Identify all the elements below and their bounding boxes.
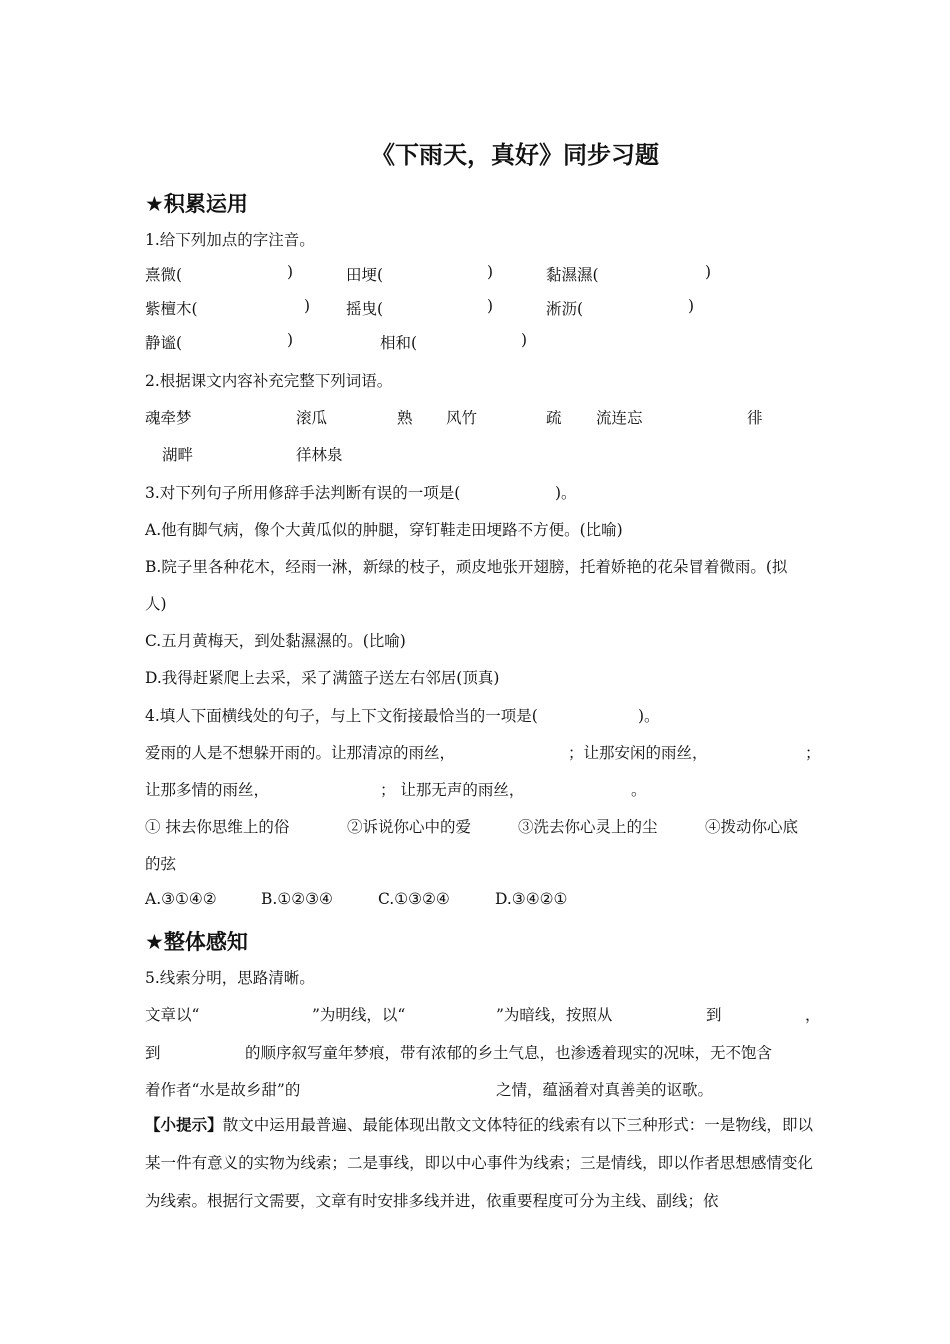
q2-word: 流连忘: [596, 409, 643, 427]
q4-passage: 爱雨的人是不想躲开雨的。让那清凉的雨丝，: [145, 744, 456, 762]
page-title: 《下雨天，真好》同步习题: [371, 141, 659, 169]
q3-option-b-cont: 人): [145, 595, 167, 613]
question-3-prompt: 3.对下列句子所用修辞手法判断有误的一项是(: [145, 484, 461, 502]
question-4-prompt: 4.填人下面横线处的句子，与上下文衔接最恰当的一项是(: [145, 707, 538, 725]
question-4-prompt-end: )。: [638, 707, 660, 725]
section-heading-overall: ★整体感知: [145, 930, 248, 954]
q2-word: 湖畔: [162, 446, 194, 464]
q5-text: ”为暗线，按照从: [496, 1006, 613, 1024]
q3-option-d: D.我得赶紧爬上去采，采了满篮子送左右邻居(顶真): [145, 669, 500, 687]
q5-text: 到: [145, 1044, 161, 1062]
q3-option-c: C.五月黄梅天，到处黏濕濕的。(比喻): [145, 632, 406, 650]
q4-passage: ；让那安闲的雨丝，: [568, 744, 708, 762]
q1-item: 熹微(: [145, 266, 183, 284]
q1-bracket: ): [304, 297, 311, 315]
q1-bracket: ): [487, 263, 494, 281]
q4-choice: ① 抹去你思维上的俗: [145, 818, 290, 836]
question-1-prompt: 1.给下列加点的字注音。: [145, 231, 315, 249]
question-5-prompt: 5.线索分明，思路清晰。: [145, 969, 315, 987]
q5-text: 着作者“水是故乡甜”的: [145, 1081, 301, 1099]
question-3-prompt-end: )。: [555, 484, 577, 502]
q5-text: 的顺序叙写童年梦痕，带有浓郁的乡土气息，也渗透着现实的况味，无不饱含: [245, 1044, 773, 1062]
q4-answer-c: C.①③②④: [378, 890, 450, 908]
q2-word: 徉林泉: [296, 446, 343, 464]
q1-item: 田埂(: [346, 266, 384, 284]
q5-text: 到: [706, 1006, 722, 1024]
q1-bracket: ): [705, 263, 712, 281]
q2-word: 风竹: [446, 409, 478, 427]
q2-word: 滚瓜: [296, 409, 328, 427]
q2-word: 疏: [546, 409, 562, 427]
q4-choice: ②诉说你心中的爱: [347, 818, 472, 836]
q1-item: 黏濕濕(: [546, 266, 599, 284]
q4-answer-a: A.③①④②: [145, 890, 217, 908]
q5-text: ”为明线，以“: [312, 1006, 406, 1024]
q5-text: 之情，蕴涵着对真善美的讴歌。: [496, 1081, 714, 1099]
q5-text: 文章以“: [145, 1006, 200, 1024]
q4-answer-d: D.③④②①: [495, 890, 568, 908]
q4-choice-cont: 的弦: [145, 855, 177, 873]
q4-passage: 让那多情的雨丝，: [145, 781, 270, 799]
q1-bracket: ): [287, 263, 294, 281]
question-2-prompt: 2.根据课文内容补充完整下列词语。: [145, 372, 393, 390]
q4-passage: ； 让那无声的雨丝，: [380, 781, 525, 799]
q1-bracket: ): [688, 297, 695, 315]
q2-word: 熟: [397, 409, 413, 427]
q4-choice: ④拨动你心底: [705, 818, 799, 836]
q2-word: 魂牵梦: [145, 409, 192, 427]
tip-label: 【小提示】: [145, 1115, 223, 1134]
q4-answer-b: B.①②③④: [261, 890, 333, 908]
q1-item: 静谧(: [145, 334, 183, 352]
q5-text: ，: [805, 1006, 821, 1024]
tip-paragraph: [145, 1106, 813, 1220]
section-heading-accumulation: ★积累运用: [145, 192, 248, 216]
q4-passage: ；: [805, 744, 821, 762]
tip-text: 散文中运用最普遍、最能体现出散文文体特征的线索有以下三种形式：一是物线，即以某一件有意义的实物为线索；二是事线，即以中心事件为线索；三是情线，即以作者思想感情变化为线索。根据行文需要，文章有时安排多线并进，依重要程度可分为主线、副线；依: [145, 1116, 813, 1210]
q1-bracket: ): [287, 331, 294, 349]
q3-option-a: A.他有脚气病，像个大黄瓜似的肿腿，穿钉鞋走田埂路不方便。(比喻): [145, 521, 623, 539]
q1-item: 紫檀木(: [145, 300, 198, 318]
q4-passage: 。: [631, 781, 647, 799]
q2-word: 徘: [747, 409, 763, 427]
q3-option-b: B.院子里各种花木，经雨一淋，新绿的枝子，顽皮地张开翅膀，托着娇艳的花朵冒着微雨。(拟: [145, 558, 788, 576]
q4-choice: ③洗去你心灵上的尘: [518, 818, 658, 836]
q1-item: 摇曳(: [346, 300, 384, 318]
q1-item: 相和(: [380, 334, 418, 352]
q1-bracket: ): [521, 331, 528, 349]
q1-item: 淅沥(: [546, 300, 584, 318]
q1-bracket: ): [487, 297, 494, 315]
